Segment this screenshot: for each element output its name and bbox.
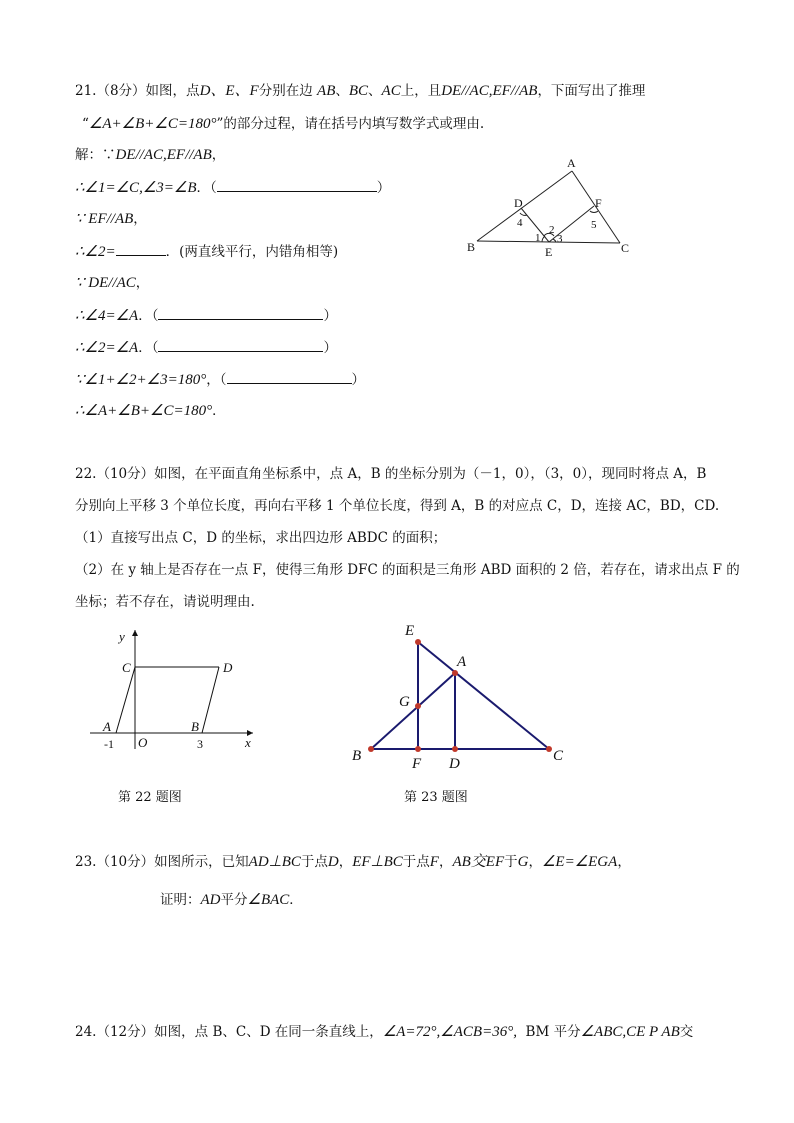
label-E: E [405,623,415,639]
label-O: O [138,735,148,750]
q23-figure-caption: 第 23 题图 [404,790,468,805]
label-C: C [621,241,630,255]
label-D: D [223,660,233,675]
q22-line-5: 坐标；若不存在，请说明理由. [75,594,255,610]
tick-minus-1: -1 [104,737,114,751]
q21-step-3: ∵ EF//AB， [75,211,147,227]
label-C: C [122,660,131,675]
label-A: A [103,719,111,734]
segment-ac [116,667,135,733]
label-B: B [467,240,476,254]
label-1: 1 [535,232,541,244]
edge-ef [549,206,594,242]
q21-triangle-figure [460,155,640,265]
point-F [415,746,421,752]
label-G: G [399,694,410,710]
q21-step-4: ∴∠2= ．(两直线平行，内错角相等) [75,241,338,262]
segment-ba [371,673,455,749]
point-E [415,639,421,645]
tick-3: 3 [197,737,203,751]
q21-step-7: ∴∠2=∠A．（ ） [75,337,337,358]
edge-ba [477,171,572,241]
q22-coordinate-figure [85,625,265,755]
q22-line-1: 22.（10分）如图，在平面直角坐标系中，点 A，B 的坐标分别为（－1，0），（3，0），现同时将点 A，B [75,466,707,482]
q21-line-1: 21.（8分）如图，点D、E、F分别在边 AB、BC、AC上，且DE//AC,EF//AB，下面写出了推理 [75,83,646,99]
q24-line-1: 24.（12分）如图，点 B、C、D 在同一条直线上，∠A=72°,∠ACB=36°, BM 平分∠ABC,CE P AB交 [75,1024,694,1040]
q22-part-1: （1）直接写出点 C，D 的坐标，求出四边形 ABDC 的面积； [75,530,447,546]
segment-ec [418,642,549,749]
label-4: 4 [517,217,523,229]
q21-step-8: ∵∠1+∠2+∠3=180°，（ ） [75,369,365,390]
q22-figure-caption: 第 22 题图 [118,790,182,805]
point-B [368,746,374,752]
q23-figure [345,615,585,775]
q23-proof-prompt: 证明：AD平分∠BAC． [160,892,303,908]
answer-blank[interactable] [227,369,352,384]
q23-line-1: 23.（10分）如图所示，已知AD⊥BC于点D，EF⊥BC于点F，AB交EF于G，∠E=∠EGA， [75,854,631,870]
point-G [415,703,421,709]
angle-arc-5 [590,211,598,213]
label-C: C [553,748,564,764]
label-3: 3 [557,233,563,245]
point-C [546,746,552,752]
label-E: E [545,245,553,259]
angle-arc-1 [542,236,545,242]
label-B: B [352,748,362,764]
answer-blank[interactable] [217,177,377,192]
label-A: A [567,156,576,170]
label-2: 2 [549,224,555,236]
label-B: B [191,719,199,734]
axis-label-x: x [245,735,251,750]
axis-label-y: y [119,629,125,644]
segment-db [202,667,219,733]
q21-step-9: ∴∠A+∠B+∠C=180°． [75,403,226,419]
label-A: A [457,654,467,670]
q21-step-6: ∴∠4=∠A．（ ） [75,305,337,326]
answer-blank[interactable] [158,305,323,320]
point-A [452,670,458,676]
q21-step-2: ∴∠1=∠C,∠3=∠B．（ ） [75,177,390,198]
label-D: D [514,196,523,210]
q22-part-2: （2）在 y 轴上是否存在一点 F，使得三角形 DFC 的面积是三角形 ABD 面积的 2 倍，若存在，请求出点 F 的 [75,562,740,578]
label-F: F [412,756,422,772]
label-D: D [449,756,460,772]
angle-arc-3 [553,239,556,242]
q22-line-2: 分别向上平移 3 个单位长度，再向右平移 1 个单位长度，得到 A，B 的对应点 C，D，连接 AC，BD，CD. [75,498,720,514]
q21-line-2: “∠A+∠B+∠C=180°”的部分过程，请在括号内填写数学式或理由. [82,116,485,132]
q21-step-1: 解：∵DE//AC,EF//AB， [75,147,226,163]
answer-blank[interactable] [116,241,166,256]
point-D [452,746,458,752]
answer-blank[interactable] [158,337,323,352]
label-5: 5 [591,219,597,231]
q21-step-5: ∵ DE//AC， [75,275,150,291]
label-F: F [595,196,602,210]
